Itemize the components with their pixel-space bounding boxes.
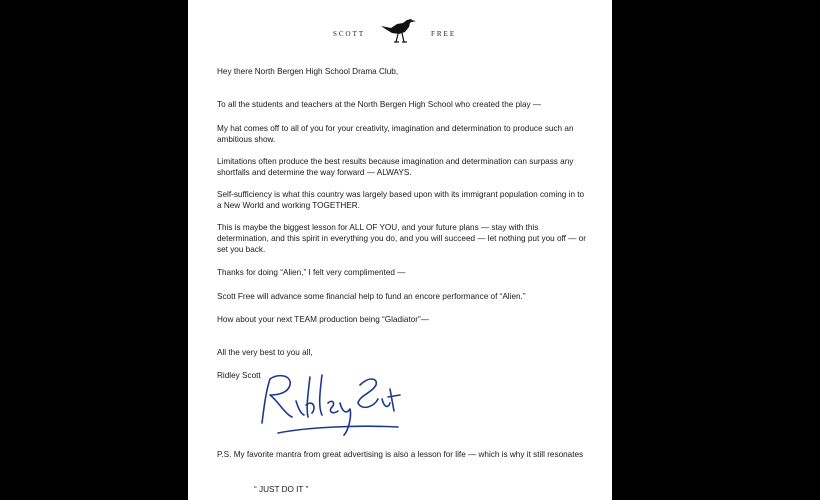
paragraph: How about your next TEAM production being “Gladiator”—	[217, 315, 429, 324]
paragraph: Scott Free will advance some financial help to fund an encore performance of “Alien.”	[217, 292, 526, 301]
letter-page	[188, 0, 612, 500]
paragraph: Thanks for doing “Alien,” I felt very complimented —	[217, 268, 406, 277]
letterhead-left-word: SCOTT	[333, 30, 366, 38]
letterhead	[188, 14, 612, 44]
signer-name: Ridley Scott	[217, 371, 261, 380]
paragraph: To all the students and teachers at the North Bergen High School who created the play —	[217, 100, 542, 109]
closing: All the very best to you all,	[217, 348, 313, 357]
handwritten-signature	[248, 355, 408, 445]
paragraph: Limitations often produce the best results because imagination and determination can surpass any shortfalls and determine the way forward — ALWAYS.	[217, 157, 574, 177]
motto: “ JUST DO IT ”	[254, 485, 309, 494]
bird-logo-icon	[379, 14, 417, 44]
paragraph: My hat comes off to all of you for your creativity, imagination and determination to produce such an ambitious show.	[217, 124, 574, 144]
paragraph: Self-sufficiency is what this country was largely based upon with its immigrant population coming in to a New World and working TOGETHER.	[217, 190, 585, 210]
letterhead-right-word: FREE	[431, 30, 457, 38]
greeting: Hey there North Bergen High School Drama Club,	[217, 67, 399, 76]
postscript: P.S. My favorite mantra from great advertising is also a lesson for life — which is why it still resonates	[217, 450, 584, 459]
paragraph: This is maybe the biggest lesson for ALL OF YOU, and your future plans — stay with this determination, and this spirit in everything you do, and you will succeed — let nothing put you off — or set you back.	[217, 223, 586, 254]
